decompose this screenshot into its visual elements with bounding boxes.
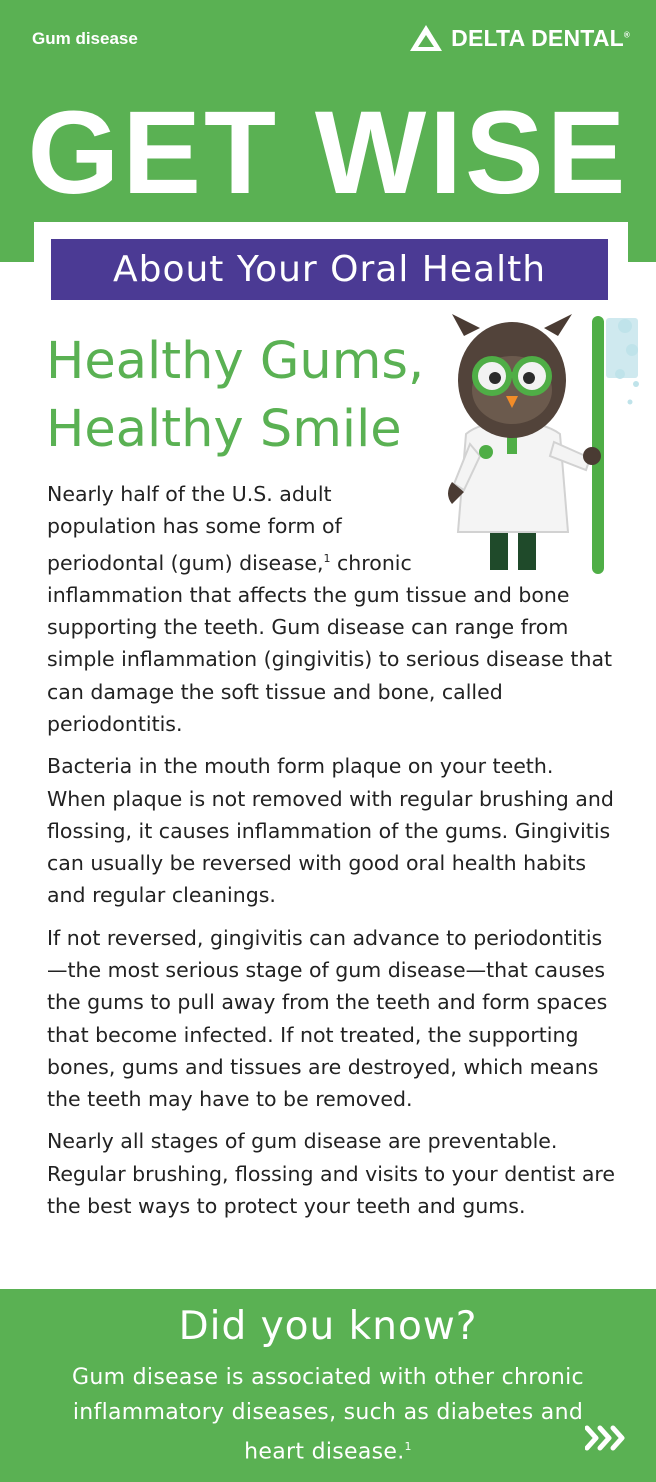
footnote-ref: 1	[404, 1440, 412, 1453]
foam-bubble	[626, 344, 638, 356]
paragraph-4: Nearly all stages of gum disease are preventable. Regular brushing, flossing and visits to your dentist are the best ways to protect your teeth and gums.	[47, 1129, 615, 1219]
footnote-ref: 1	[323, 551, 331, 565]
paragraph-1: Nearly half of the U.S. adult population has some form of periodontal (gum) disease,$^1$ chronic inflammation that affects the gum tissue and bone supporting the teeth. Gum disease can range from simple inflammation (gingivitis) to serious disease that can damage the soft tissue and bone, called periodontitis.	[47, 482, 613, 736]
paragraph-3: If not reversed, gingivitis can advance to periodontitis—the most serious stage of gum disease—that causes the gums to pull away from the teeth and form spaces that become infected. If not treated, the supporting bones, gums and tissues are destroyed, which means the teeth may have to be removed.	[47, 925, 608, 1112]
paragraph-2: Bacteria in the mouth form plaque on your teeth. When plaque is not removed with regular brushing and flossing, it causes inflammation of the gums. Gingivitis can usually be reversed with good oral health habits and regular cleanings.	[47, 754, 614, 908]
delta-dental-logo	[409, 24, 630, 52]
foam-bubble	[615, 369, 625, 379]
delta-triangle-icon	[409, 24, 443, 52]
subtitle-banner: About Your Oral Health	[51, 239, 608, 300]
glasses-bridge	[506, 372, 518, 378]
did-you-know-title: Did you know?	[178, 1304, 478, 1349]
owl-eye	[523, 372, 535, 384]
owl-hand	[583, 447, 601, 465]
article-headline	[46, 328, 424, 464]
page-title: GET WISE	[27, 87, 629, 219]
triple-chevron-right-icon[interactable]	[585, 1425, 627, 1451]
foam-bubble	[628, 400, 633, 405]
foam-bubble	[633, 381, 639, 387]
tooth-badge-icon	[479, 445, 493, 459]
owl-ear	[452, 314, 480, 336]
headline-line-1: Healthy Gums,	[46, 332, 425, 391]
foam-bubble	[618, 319, 632, 333]
owl-eye	[489, 372, 501, 384]
article-body	[47, 478, 617, 1232]
did-you-know-panel	[0, 1289, 656, 1482]
did-you-know-text: Gum disease is associated with other chronic inflammatory diseases, such as diabetes and heart disease.$^1$	[72, 1365, 584, 1465]
mascot-spacer	[447, 478, 617, 573]
topic-label: Gum disease	[32, 29, 138, 48]
owl-ear	[544, 314, 572, 336]
logo-text: DELTA DENTAL®	[451, 24, 630, 51]
headline-line-2: Healthy Smile	[46, 400, 402, 459]
